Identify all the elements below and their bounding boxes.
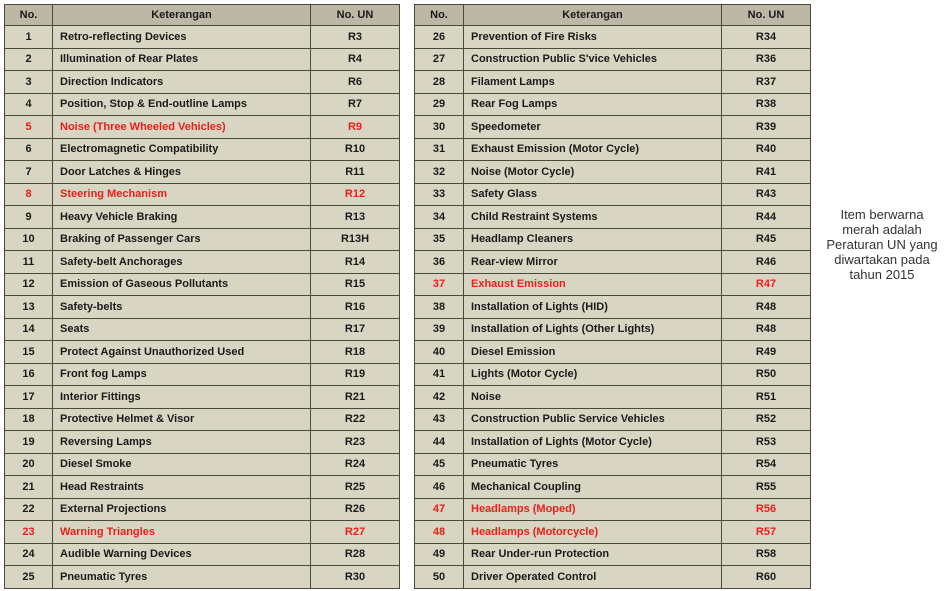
table-row bbox=[415, 386, 811, 409]
row-un-code: R44 bbox=[722, 206, 811, 229]
table-row bbox=[5, 296, 400, 319]
table-row bbox=[415, 341, 811, 364]
row-number: 12 bbox=[5, 273, 53, 296]
row-un-code: R37 bbox=[722, 71, 811, 94]
row-description: Diesel Smoke bbox=[53, 453, 311, 476]
table-row bbox=[415, 566, 811, 589]
row-un-code: R26 bbox=[311, 498, 400, 521]
row-number: 42 bbox=[415, 386, 464, 409]
row-description: Headlamps (Motorcycle) bbox=[464, 521, 722, 544]
row-number: 29 bbox=[415, 93, 464, 116]
table-row bbox=[415, 363, 811, 386]
row-number: 47 bbox=[415, 498, 464, 521]
row-un-code: R52 bbox=[722, 408, 811, 431]
row-number: 18 bbox=[5, 408, 53, 431]
table-row bbox=[5, 138, 400, 161]
table-row bbox=[415, 408, 811, 431]
row-number: 20 bbox=[5, 453, 53, 476]
row-number: 37 bbox=[415, 273, 464, 296]
row-description: Noise (Motor Cycle) bbox=[464, 161, 722, 184]
row-description: Exhaust Emission (Motor Cycle) bbox=[464, 138, 722, 161]
row-description: Safety-belts bbox=[53, 296, 311, 319]
row-number: 33 bbox=[415, 183, 464, 206]
row-description: Rear Fog Lamps bbox=[464, 93, 722, 116]
row-un-code: R13H bbox=[311, 228, 400, 251]
row-un-code: R25 bbox=[311, 476, 400, 499]
table-row bbox=[5, 566, 400, 589]
row-un-code: R54 bbox=[722, 453, 811, 476]
table-row bbox=[415, 228, 811, 251]
row-number: 31 bbox=[415, 138, 464, 161]
row-description: Seats bbox=[53, 318, 311, 341]
row-number: 28 bbox=[415, 71, 464, 94]
table-row bbox=[415, 431, 811, 454]
row-un-code: R3 bbox=[311, 26, 400, 49]
table-row bbox=[5, 543, 400, 566]
row-description: Interior Fittings bbox=[53, 386, 311, 409]
row-un-code: R15 bbox=[311, 273, 400, 296]
row-number: 22 bbox=[5, 498, 53, 521]
row-description: Warning Triangles bbox=[53, 521, 311, 544]
row-description: Direction Indicators bbox=[53, 71, 311, 94]
row-un-code: R50 bbox=[722, 363, 811, 386]
row-description: Lights (Motor Cycle) bbox=[464, 363, 722, 386]
table-row bbox=[5, 363, 400, 386]
row-number: 1 bbox=[5, 26, 53, 49]
row-description: Filament Lamps bbox=[464, 71, 722, 94]
table-row bbox=[415, 296, 811, 319]
header-no: No. bbox=[415, 5, 464, 26]
row-number: 3 bbox=[5, 71, 53, 94]
row-un-code: R60 bbox=[722, 566, 811, 589]
table-row bbox=[5, 386, 400, 409]
row-number: 8 bbox=[5, 183, 53, 206]
table-row bbox=[415, 318, 811, 341]
row-un-code: R10 bbox=[311, 138, 400, 161]
row-description: Safety Glass bbox=[464, 183, 722, 206]
row-un-code: R45 bbox=[722, 228, 811, 251]
header-no: No. bbox=[5, 5, 53, 26]
row-number: 13 bbox=[5, 296, 53, 319]
row-description: Construction Public Service Vehicles bbox=[464, 408, 722, 431]
table-row bbox=[5, 498, 400, 521]
table-row bbox=[5, 341, 400, 364]
row-description: Audible Warning Devices bbox=[53, 543, 311, 566]
row-number: 49 bbox=[415, 543, 464, 566]
row-un-code: R36 bbox=[722, 48, 811, 71]
row-description: Protective Helmet & Visor bbox=[53, 408, 311, 431]
row-number: 32 bbox=[415, 161, 464, 184]
row-un-code: R21 bbox=[311, 386, 400, 409]
row-number: 17 bbox=[5, 386, 53, 409]
row-description: Braking of Passenger Cars bbox=[53, 228, 311, 251]
row-number: 46 bbox=[415, 476, 464, 499]
row-un-code: R18 bbox=[311, 341, 400, 364]
row-un-code: R11 bbox=[311, 161, 400, 184]
row-un-code: R48 bbox=[722, 318, 811, 341]
row-description: Retro-reflecting Devices bbox=[53, 26, 311, 49]
row-description: Installation of Lights (Motor Cycle) bbox=[464, 431, 722, 454]
table-row bbox=[415, 521, 811, 544]
row-un-code: R49 bbox=[722, 341, 811, 364]
row-number: 11 bbox=[5, 251, 53, 274]
table-row bbox=[415, 116, 811, 139]
row-un-code: R4 bbox=[311, 48, 400, 71]
row-un-code: R38 bbox=[722, 93, 811, 116]
row-un-code: R22 bbox=[311, 408, 400, 431]
table-row bbox=[5, 48, 400, 71]
row-description: Emission of Gaseous Pollutants bbox=[53, 273, 311, 296]
row-description: Door Latches & Hinges bbox=[53, 161, 311, 184]
table-row bbox=[415, 183, 811, 206]
table-row bbox=[5, 431, 400, 454]
row-number: 9 bbox=[5, 206, 53, 229]
row-number: 38 bbox=[415, 296, 464, 319]
row-un-code: R53 bbox=[722, 431, 811, 454]
row-un-code: R23 bbox=[311, 431, 400, 454]
legend-note: Item berwarna merah adalah Peraturan UN yang diwartakan pada tahun 2015 bbox=[826, 207, 938, 282]
row-number: 34 bbox=[415, 206, 464, 229]
row-un-code: R57 bbox=[722, 521, 811, 544]
row-description: Mechanical Coupling bbox=[464, 476, 722, 499]
row-number: 44 bbox=[415, 431, 464, 454]
row-number: 19 bbox=[5, 431, 53, 454]
table-row bbox=[5, 453, 400, 476]
row-description: Front fog Lamps bbox=[53, 363, 311, 386]
table-header-row bbox=[415, 5, 811, 26]
row-number: 40 bbox=[415, 341, 464, 364]
row-number: 21 bbox=[5, 476, 53, 499]
row-number: 7 bbox=[5, 161, 53, 184]
row-un-code: R41 bbox=[722, 161, 811, 184]
row-description: Electromagnetic Compatibility bbox=[53, 138, 311, 161]
table-row bbox=[415, 453, 811, 476]
table-row bbox=[415, 93, 811, 116]
row-description: Prevention of Fire Risks bbox=[464, 26, 722, 49]
row-un-code: R14 bbox=[311, 251, 400, 274]
row-number: 25 bbox=[5, 566, 53, 589]
row-un-code: R6 bbox=[311, 71, 400, 94]
row-number: 14 bbox=[5, 318, 53, 341]
row-description: Steering Mechanism bbox=[53, 183, 311, 206]
row-un-code: R58 bbox=[722, 543, 811, 566]
row-description: Headlamp Cleaners bbox=[464, 228, 722, 251]
row-un-code: R30 bbox=[311, 566, 400, 589]
table-row bbox=[415, 48, 811, 71]
row-description: Headlamps (Moped) bbox=[464, 498, 722, 521]
row-description: Speedometer bbox=[464, 116, 722, 139]
row-un-code: R47 bbox=[722, 273, 811, 296]
row-description: Head Restraints bbox=[53, 476, 311, 499]
header-no-un: No. UN bbox=[311, 5, 400, 26]
regulations-table-right bbox=[414, 4, 811, 589]
row-number: 30 bbox=[415, 116, 464, 139]
row-un-code: R16 bbox=[311, 296, 400, 319]
row-description: Rear Under-run Protection bbox=[464, 543, 722, 566]
row-description: External Projections bbox=[53, 498, 311, 521]
row-description: Rear-view Mirror bbox=[464, 251, 722, 274]
row-number: 4 bbox=[5, 93, 53, 116]
row-un-code: R40 bbox=[722, 138, 811, 161]
row-number: 27 bbox=[415, 48, 464, 71]
row-number: 23 bbox=[5, 521, 53, 544]
row-number: 15 bbox=[5, 341, 53, 364]
row-description: Driver Operated Control bbox=[464, 566, 722, 589]
row-un-code: R51 bbox=[722, 386, 811, 409]
row-description: Installation of Lights (Other Lights) bbox=[464, 318, 722, 341]
header-keterangan: Keterangan bbox=[53, 5, 311, 26]
row-description: Protect Against Unauthorized Used bbox=[53, 341, 311, 364]
row-description: Illumination of Rear Plates bbox=[53, 48, 311, 71]
table-header-row bbox=[5, 5, 400, 26]
row-description: Position, Stop & End-outline Lamps bbox=[53, 93, 311, 116]
row-description: Construction Public S'vice Vehicles bbox=[464, 48, 722, 71]
table-row bbox=[415, 138, 811, 161]
row-un-code: R56 bbox=[722, 498, 811, 521]
row-number: 10 bbox=[5, 228, 53, 251]
regulations-table-left bbox=[4, 4, 400, 589]
row-description: Noise bbox=[464, 386, 722, 409]
table-row bbox=[415, 543, 811, 566]
header-no-un: No. UN bbox=[722, 5, 811, 26]
table-row bbox=[5, 116, 400, 139]
row-number: 2 bbox=[5, 48, 53, 71]
row-description: Noise (Three Wheeled Vehicles) bbox=[53, 116, 311, 139]
row-un-code: R46 bbox=[722, 251, 811, 274]
row-un-code: R19 bbox=[311, 363, 400, 386]
row-description: Installation of Lights (HID) bbox=[464, 296, 722, 319]
row-number: 5 bbox=[5, 116, 53, 139]
row-un-code: R9 bbox=[311, 116, 400, 139]
table-row bbox=[5, 71, 400, 94]
table-row bbox=[415, 161, 811, 184]
row-un-code: R27 bbox=[311, 521, 400, 544]
row-number: 41 bbox=[415, 363, 464, 386]
table-row bbox=[415, 251, 811, 274]
row-description: Reversing Lamps bbox=[53, 431, 311, 454]
row-description: Pneumatic Tyres bbox=[53, 566, 311, 589]
table-row bbox=[5, 273, 400, 296]
table-row bbox=[415, 476, 811, 499]
row-un-code: R39 bbox=[722, 116, 811, 139]
row-description: Safety-belt Anchorages bbox=[53, 251, 311, 274]
table-row bbox=[5, 521, 400, 544]
row-number: 24 bbox=[5, 543, 53, 566]
row-number: 43 bbox=[415, 408, 464, 431]
row-un-code: R12 bbox=[311, 183, 400, 206]
row-number: 6 bbox=[5, 138, 53, 161]
row-un-code: R17 bbox=[311, 318, 400, 341]
table-row bbox=[5, 318, 400, 341]
table-row bbox=[5, 183, 400, 206]
row-number: 26 bbox=[415, 26, 464, 49]
table-row bbox=[415, 26, 811, 49]
row-description: Heavy Vehicle Braking bbox=[53, 206, 311, 229]
table-row bbox=[5, 228, 400, 251]
table-row bbox=[5, 26, 400, 49]
row-description: Child Restraint Systems bbox=[464, 206, 722, 229]
row-un-code: R55 bbox=[722, 476, 811, 499]
table-row bbox=[5, 476, 400, 499]
header-keterangan: Keterangan bbox=[464, 5, 722, 26]
table-row bbox=[5, 251, 400, 274]
row-un-code: R48 bbox=[722, 296, 811, 319]
row-description: Exhaust Emission bbox=[464, 273, 722, 296]
table-row bbox=[5, 206, 400, 229]
table-row bbox=[415, 273, 811, 296]
row-un-code: R28 bbox=[311, 543, 400, 566]
row-un-code: R43 bbox=[722, 183, 811, 206]
table-row bbox=[415, 498, 811, 521]
row-number: 50 bbox=[415, 566, 464, 589]
table-row bbox=[415, 71, 811, 94]
row-description: Diesel Emission bbox=[464, 341, 722, 364]
row-number: 16 bbox=[5, 363, 53, 386]
row-description: Pneumatic Tyres bbox=[464, 453, 722, 476]
table-row bbox=[415, 206, 811, 229]
row-number: 45 bbox=[415, 453, 464, 476]
table-row bbox=[5, 408, 400, 431]
row-number: 36 bbox=[415, 251, 464, 274]
row-number: 39 bbox=[415, 318, 464, 341]
row-un-code: R24 bbox=[311, 453, 400, 476]
row-un-code: R13 bbox=[311, 206, 400, 229]
row-un-code: R34 bbox=[722, 26, 811, 49]
row-number: 35 bbox=[415, 228, 464, 251]
row-number: 48 bbox=[415, 521, 464, 544]
table-row bbox=[5, 93, 400, 116]
row-un-code: R7 bbox=[311, 93, 400, 116]
table-row bbox=[5, 161, 400, 184]
